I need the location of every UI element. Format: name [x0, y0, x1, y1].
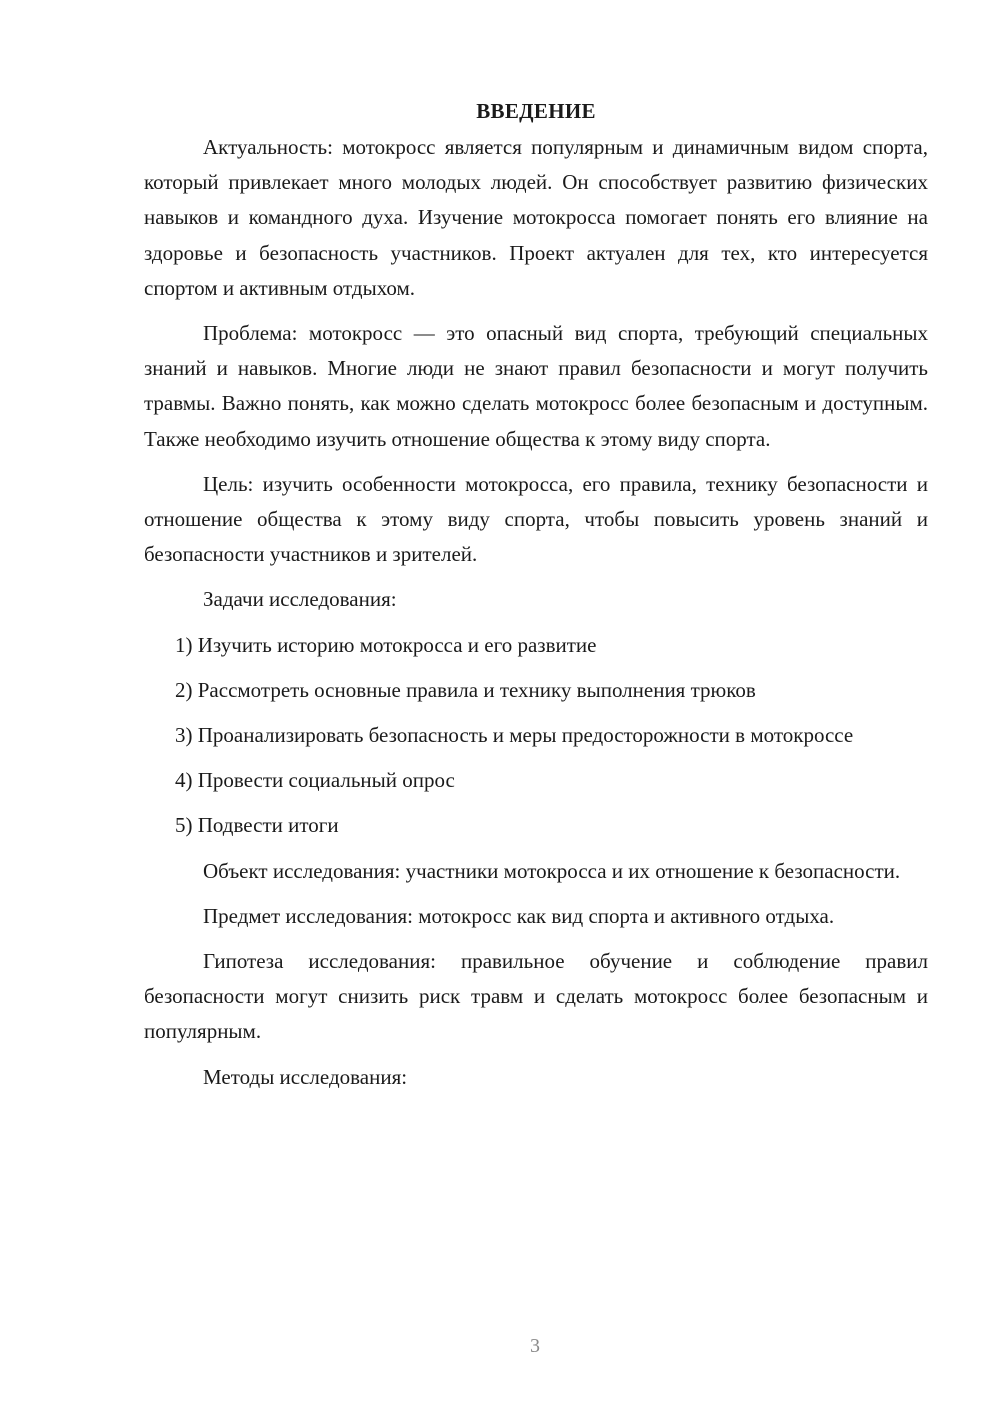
methods-heading: Методы исследования: — [203, 1064, 408, 1089]
paragraph-relevance: Актуальность: мотокросс является популярным и динамичным видом спорта, который привлекает много молодых людей. Он способствует развитию физических навыков и командного духа. Изучение мотокросса помогает понять его влияние на здоровье и безопасность участников. Проект актуален для тех, кто интересуется спортом и активным отдыхом. — [144, 135, 928, 300]
task-item-5: 5) Подвести итоги — [175, 813, 339, 838]
task-item-4: 4) Провести социальный опрос — [175, 768, 455, 793]
paragraph-goal: Цель: изучить особенности мотокросса, его правила, технику безопасности и отношение общества к этому виду спорта, чтобы повысить уровень знаний и безопасности участников и зрителей. — [144, 471, 928, 567]
page-number: 3 — [530, 1335, 540, 1357]
paragraph-subject: Предмет исследования: мотокросс как вид спорта и активного отдыха. — [203, 903, 835, 928]
paragraph-object: Объект исследования: участники мотокросса и их отношение к безопасности. — [203, 858, 901, 883]
tasks-heading: Задачи исследования: — [203, 587, 397, 612]
page-content — [144, 96, 928, 1105]
task-item-2: 2) Рассмотреть основные правила и технику выполнения трюков — [175, 677, 756, 702]
task-item-1: 1) Изучить историю мотокросса и его развитие — [175, 632, 597, 657]
section-title: ВВЕДЕНИЕ — [476, 99, 596, 123]
paragraph-hypothesis: Гипотеза исследования: правильное обучение и соблюдение правил безопасности могут снизить риск травм и сделать мотокросс более безопасным и популярным. — [144, 949, 928, 1044]
paragraph-problem: Проблема: мотокросс — это опасный вид спорта, требующий специальных знаний и навыков. Многие люди не знают правил безопасности и могут получить травмы. Важно понять, как можно сделать мотокросс более безопасным и доступным. Также необходимо изучить отношение общества к этому виду спорта. — [144, 321, 928, 451]
task-item-3: 3) Проанализировать безопасность и меры предосторожности в мотокроссе — [175, 723, 854, 748]
